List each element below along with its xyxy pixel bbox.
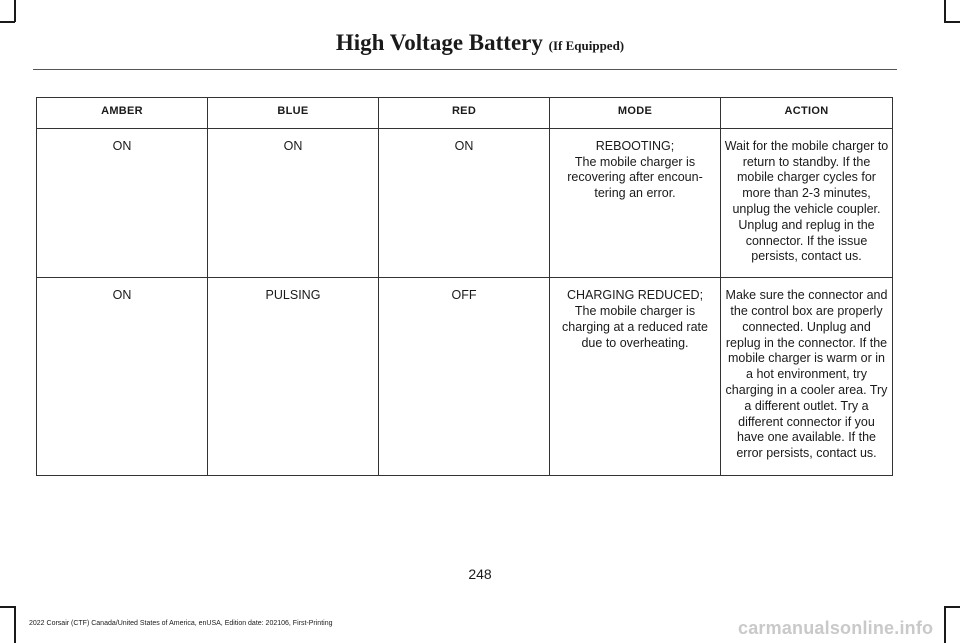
- page-title-subtitle: (If Equipped): [548, 38, 625, 53]
- cell-mode: [550, 278, 721, 476]
- cell-red: ON: [379, 128, 550, 277]
- mode-description: The mobile charger is charging at a reduced rate due to overheating.: [562, 303, 708, 350]
- table-row: [37, 128, 893, 277]
- column-header-amber: AMBER: [37, 98, 208, 129]
- cell-action: Wait for the mobile charger to return to standby. If the mobile charger cycles for more than 2-3 minutes, unplug the vehicle coupler. Unplug and replug in the connector. If the issue persists, contact us.: [721, 128, 893, 277]
- edition-footer: 2022 Corsair (CTF) Canada/United States of America, enUSA, Edition date: 202106, First-Printing: [29, 620, 333, 627]
- header-divider: [33, 69, 897, 70]
- page-title: [0, 30, 960, 56]
- cell-blue: PULSING: [208, 278, 379, 476]
- column-header-red: RED: [379, 98, 550, 129]
- table-header-row: [37, 98, 893, 129]
- cell-red: OFF: [379, 278, 550, 476]
- mode-description: The mobile charger is recovering after encoun- tering an error.: [567, 154, 703, 201]
- mode-title: CHARGING REDUCED;: [566, 288, 704, 303]
- crop-mark: [944, 606, 946, 643]
- column-header-mode: MODE: [550, 98, 721, 129]
- crop-mark: [0, 21, 15, 23]
- indicator-status-table: [36, 97, 893, 476]
- mode-title: REBOOTING;: [595, 138, 675, 153]
- cell-blue: ON: [208, 128, 379, 277]
- crop-mark: [14, 606, 16, 643]
- page-number: 248: [468, 566, 492, 582]
- crop-mark: [14, 0, 16, 22]
- column-header-blue: BLUE: [208, 98, 379, 129]
- cell-action: Make sure the connector and the control box are properly connected. Unplug and replug in the connector. If the mobile charger is warm or in a hot environment, try charging in a cooler area. Try a different outlet. Try a different connector if you have one available. If the error persists, contact us.: [721, 278, 893, 476]
- cell-amber: ON: [37, 278, 208, 476]
- crop-mark: [944, 0, 946, 22]
- page-title-text: High Voltage Battery: [335, 30, 543, 55]
- cell-amber: ON: [37, 128, 208, 277]
- cell-mode: [550, 128, 721, 277]
- crop-mark: [944, 606, 960, 608]
- crop-mark: [0, 606, 15, 608]
- crop-mark: [944, 21, 960, 23]
- table-row: [37, 278, 893, 476]
- watermark-text: carmanualsonline.info: [738, 618, 934, 638]
- column-header-action: ACTION: [721, 98, 893, 129]
